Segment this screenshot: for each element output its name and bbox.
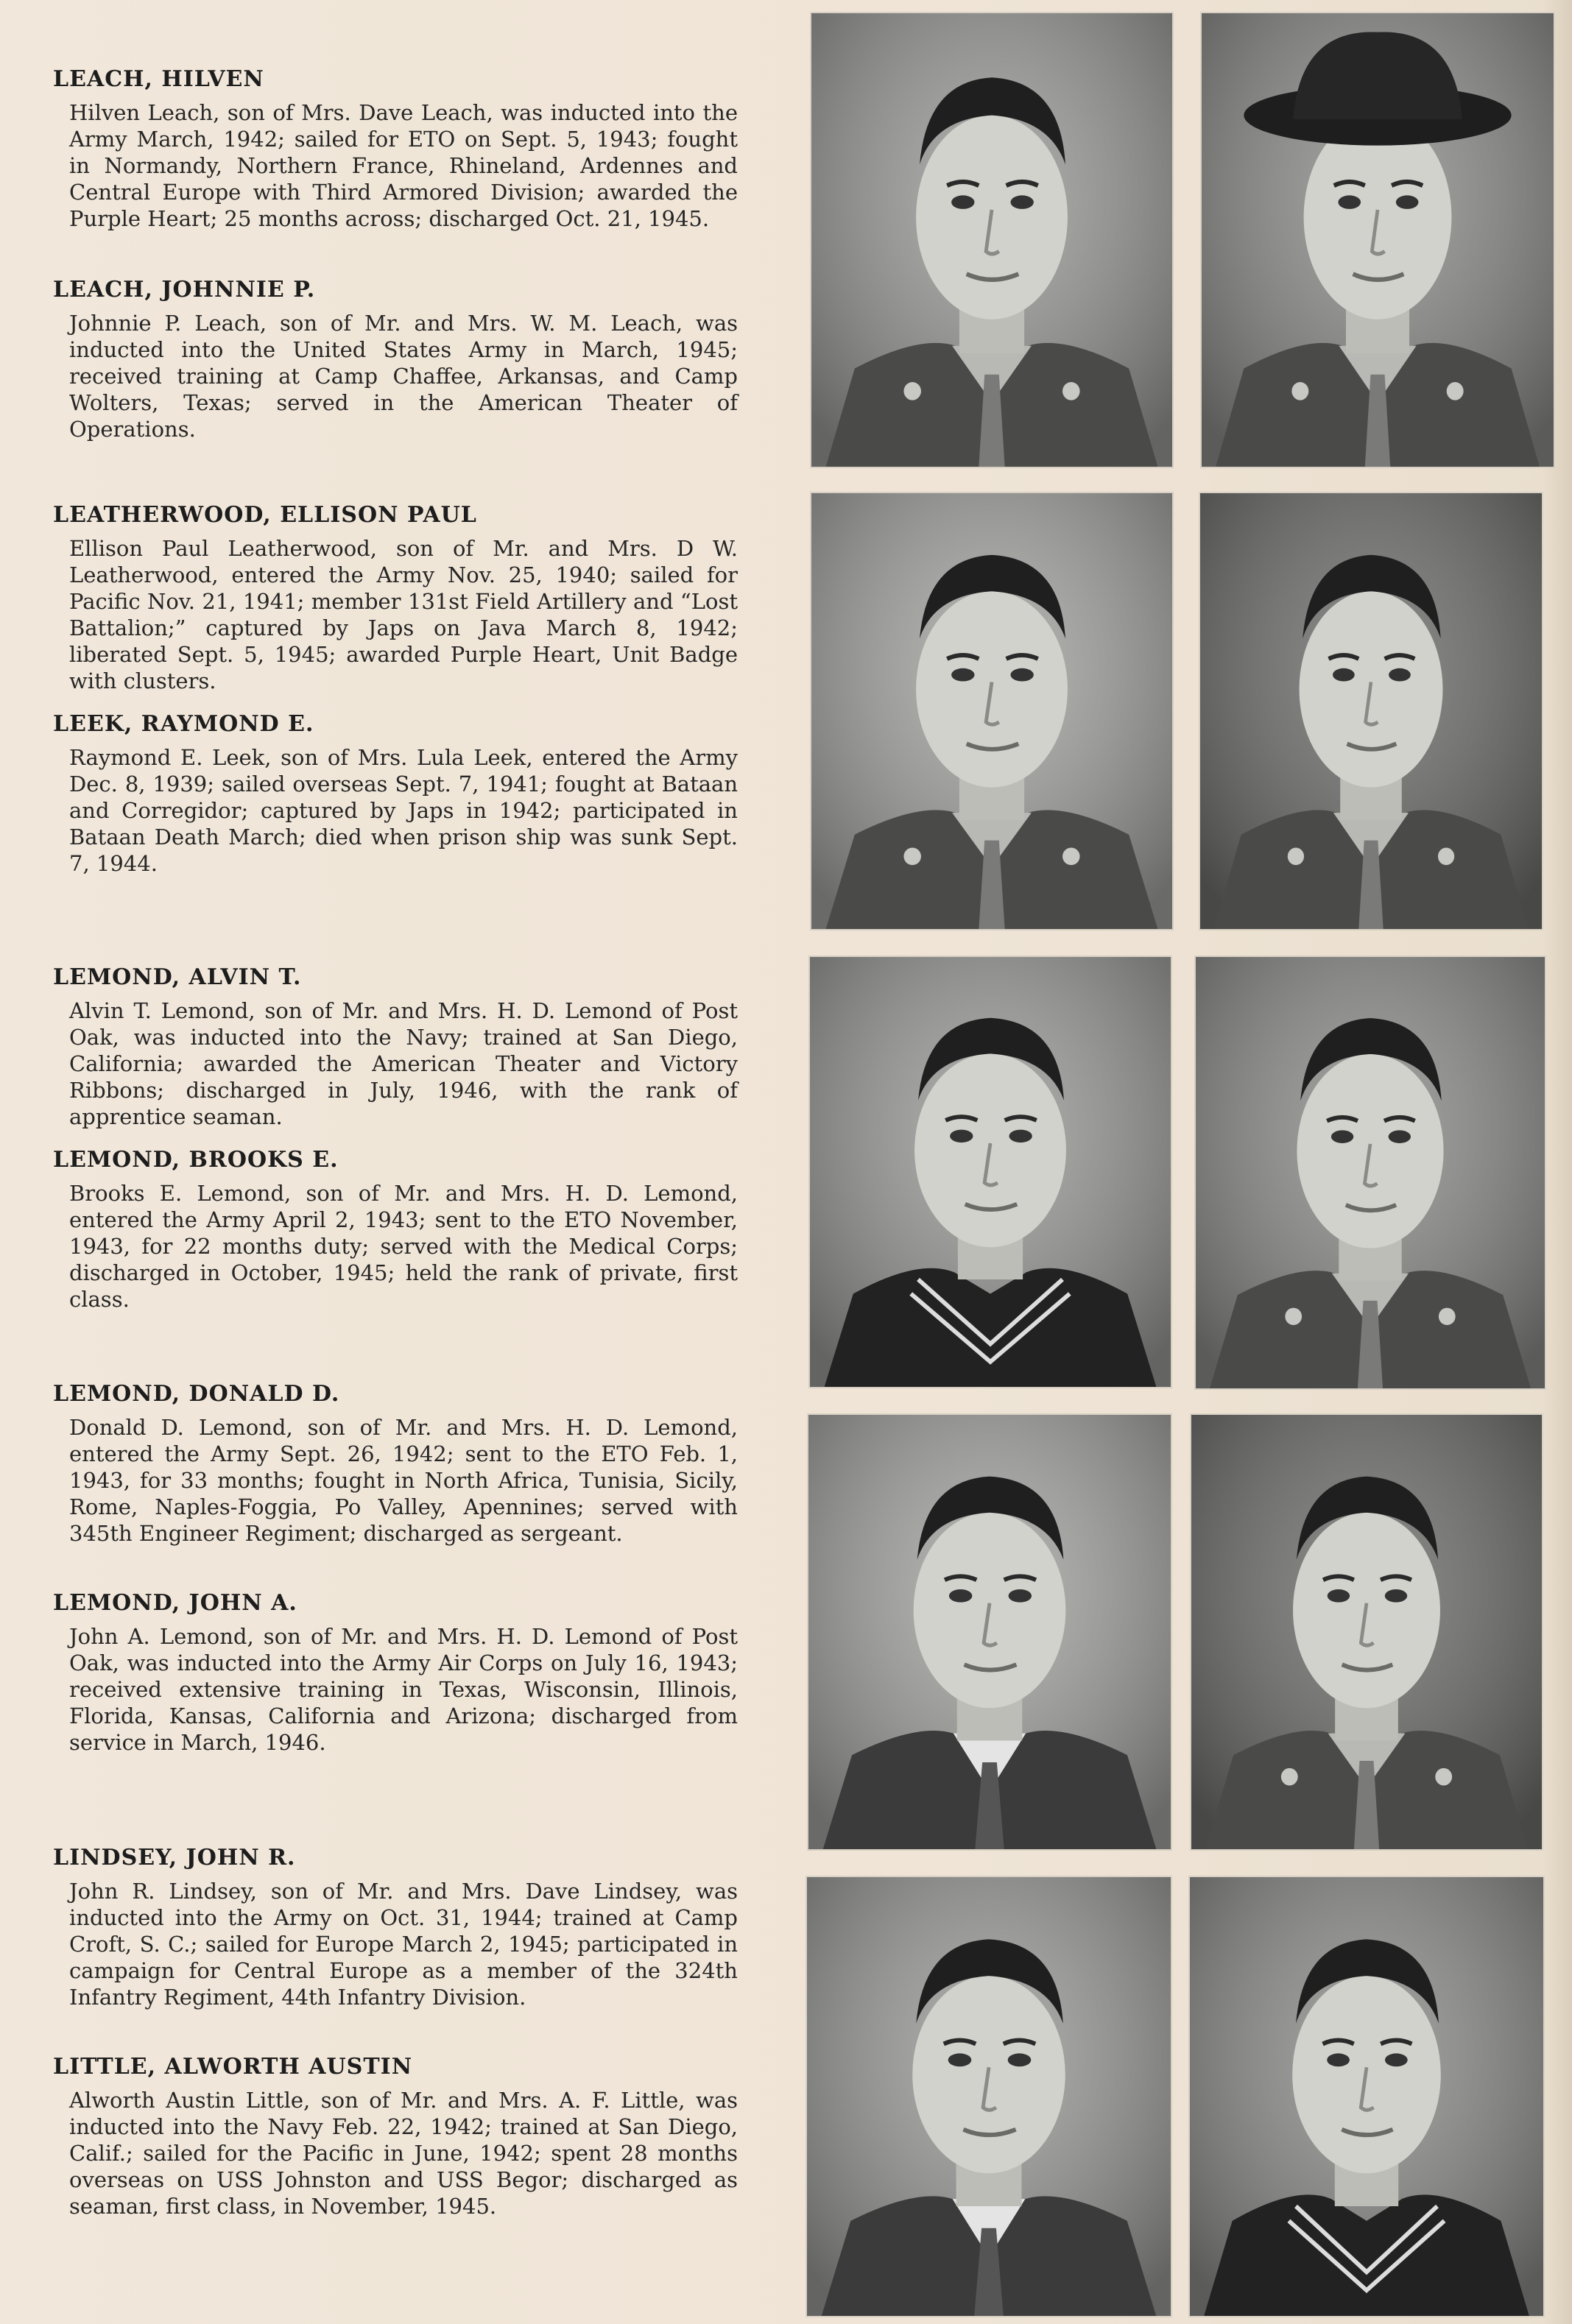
entry-bio: Alworth Austin Little, son of Mr. and Mrs. A. F. Little, was inducted into the Navy Feb. 22, 1942; trained at San Diego, Calif.; sailed for the Pacific in June, 1942; spent 28 months overseas on USS Johnston and USS Begor; discharged as seaman, first class, in November, 1945. <box>69 2088 738 2219</box>
portrait-photo <box>810 12 1174 468</box>
entry-name: LEEK, RAYMOND E. <box>53 711 314 737</box>
entry-name: LEMOND, JOHN A. <box>53 1590 297 1616</box>
entry-name: LEMOND, ALVIN T. <box>53 964 302 990</box>
portrait-photo <box>1200 12 1555 468</box>
entry-leek-raymond <box>53 711 738 877</box>
entry-bio: Raymond E. Leek, son of Mrs. Lula Leek, entered the Army Dec. 8, 1939; sailed overseas Sept. 7, 1941; fought at Bataan and Corregidor; captured by Japs in 1942; participated in Bataan Death March; died when prison ship was sunk Sept. 7, 1944. <box>69 745 738 876</box>
entry-name: LEATHERWOOD, ELLISON PAUL <box>53 502 477 528</box>
portrait-photo <box>806 1876 1172 2317</box>
portrait-illustration <box>811 493 1172 929</box>
portrait-illustration <box>1191 1415 1542 1849</box>
portrait-illustration <box>808 1415 1171 1849</box>
entry-bio: Brooks E. Lemond, son of Mr. and Mrs. H. D. Lemond, entered the Army April 2, 1943; sent to the ETO November, 1943, for 22 months duty; served with the Medical Corps; discharged in October, 1945; held the rank of private, first class. <box>69 1181 738 1312</box>
portrait-illustration <box>811 13 1172 467</box>
entry-name: LITTLE, ALWORTH AUSTIN <box>53 2054 413 2080</box>
portrait-illustration <box>1200 493 1542 929</box>
entry-name: LEACH, HILVEN <box>53 66 264 92</box>
portrait-photo <box>1199 492 1543 930</box>
entry-leatherwood-ellison <box>53 502 738 694</box>
entry-lemond-brooks <box>53 1147 738 1313</box>
entry-lindsey-john <box>53 1845 738 2010</box>
entry-name: LEMOND, DONALD D. <box>53 1381 340 1407</box>
portrait-illustration <box>1202 13 1554 467</box>
entry-little-alworth <box>53 2054 738 2219</box>
entry-leach-johnnie <box>53 277 738 442</box>
portrait-photo <box>1188 1876 1545 2317</box>
entry-lemond-john <box>53 1590 738 1756</box>
entry-bio: Johnnie P. Leach, son of Mr. and Mrs. W. M. Leach, was inducted into the United States Army in March, 1945; received training at Camp Chaffee, Arkansas, and Camp Wolters, Texas; served in the American Theater of Operations. <box>69 311 738 442</box>
portrait-photo <box>1190 1413 1543 1851</box>
entry-bio: Alvin T. Lemond, son of Mr. and Mrs. H. D. Lemond of Post Oak, was inducted into the Navy; trained at San Diego, California; awarded the American Theater and Victory Ribbons; discharged in July, 1946, with the rank of apprentice seaman. <box>69 998 738 1129</box>
entry-name: LEMOND, BROOKS E. <box>53 1147 339 1173</box>
entry-lemond-donald <box>53 1381 738 1547</box>
entry-bio: Donald D. Lemond, son of Mr. and Mrs. H. D. Lemond, entered the Army Sept. 26, 1942; sent to the ETO Feb. 1, 1943, for 33 months; fought in North Africa, Tunisia, Sicily, Rome, Naples-Foggia, Po Valley, Apennines; served with 345th Engineer Regiment; discharged as sergeant. <box>69 1415 738 1546</box>
portrait-illustration <box>1190 1877 1543 2316</box>
entry-name: LINDSEY, JOHN R. <box>53 1845 296 1871</box>
portrait-photo <box>807 1413 1172 1851</box>
entry-bio: John A. Lemond, son of Mr. and Mrs. H. D. Lemond of Post Oak, was inducted into the Army Air Corps on July 16, 1943; received extensive training in Texas, Wisconsin, Illinois, Florida, Kansas, California and Arizona; discharged from service in March, 1946. <box>69 1624 738 1755</box>
entry-lemond-alvin <box>53 964 738 1130</box>
portrait-photo <box>808 956 1172 1388</box>
portrait-photo <box>810 492 1174 930</box>
entry-name: LEACH, JOHNNIE P. <box>53 277 316 303</box>
entry-leach-hilven <box>53 66 738 232</box>
entry-bio: Hilven Leach, son of Mrs. Dave Leach, was inducted into the Army March, 1942; sailed for ETO on Sept. 5, 1943; fought in Normandy, Northern France, Rhineland, Ardennes and Central Europe with Third Armored Division; awarded the Purple Heart; 25 months across; discharged Oct. 21, 1945. <box>69 100 738 231</box>
entry-bio: Ellison Paul Leatherwood, son of Mr. and Mrs. D W. Leatherwood, entered the Army Nov. 25, 1940; sailed for Pacific Nov. 21, 1941; member 131st Field Artillery and “Lost Battalion;” captured by Japs on Java March 8, 1942; liberated Sept. 5, 1945; awarded Purple Heart, Unit Badge with clusters. <box>69 536 738 693</box>
portrait-illustration <box>807 1877 1171 2316</box>
entry-bio: John R. Lindsey, son of Mr. and Mrs. Dave Lindsey, was inducted into the Army on Oct. 31, 1944; trained at Camp Croft, S. C.; sailed for Europe March 2, 1945; participated in campaign for Central Europe as a member of the 324th Infantry Regiment, 44th Infantry Division. <box>69 1879 738 2010</box>
portrait-illustration <box>810 957 1171 1387</box>
portrait-photo <box>1194 956 1546 1390</box>
portrait-illustration <box>1196 957 1545 1388</box>
